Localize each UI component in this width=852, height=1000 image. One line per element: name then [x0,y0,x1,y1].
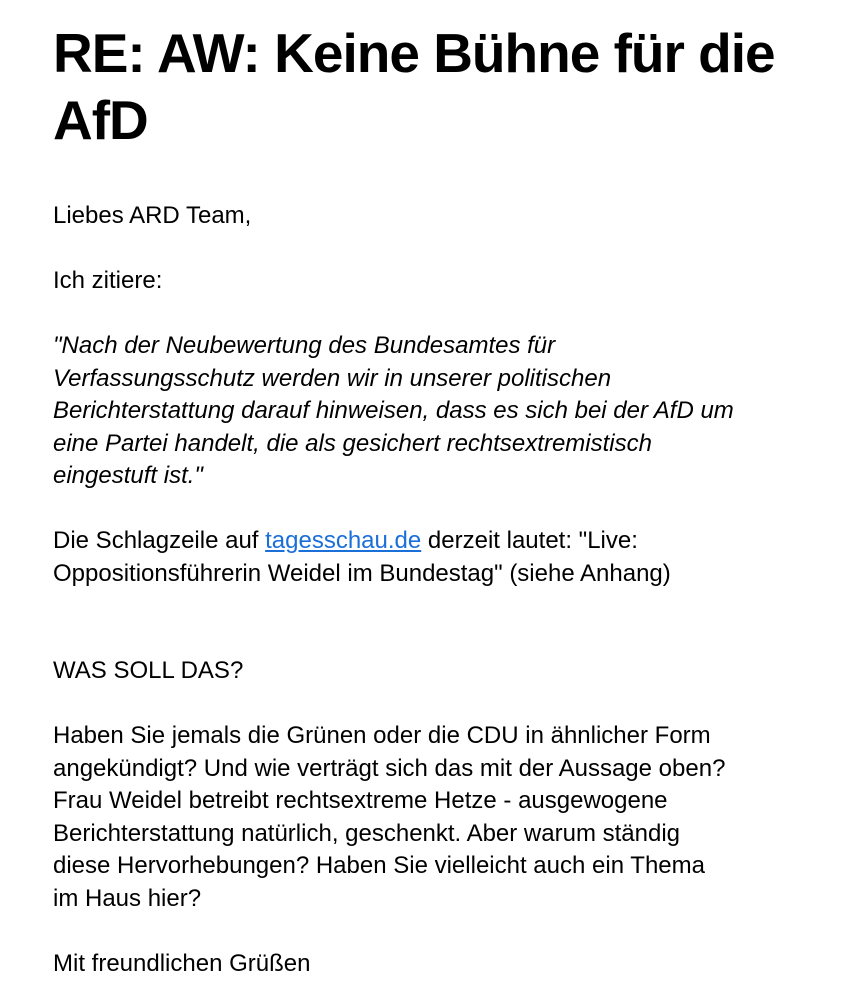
intro-text: Ich zitiere: [53,267,163,294]
body-line: im Haus hier? [53,884,202,912]
email-subject [53,20,833,154]
quote-line: eingestuft ist." [53,462,203,489]
body-line: Berichterstattung natürlich, geschenkt. Aber warum ständig [53,819,680,847]
body-line: angekündigt? Und wie verträgt sich das mit der Aussage oben? [53,754,726,782]
email-header [53,20,833,154]
headline-line-2: Oppositionsführerin Weidel im Bundestag" (siehe Anhang) [53,559,671,587]
body-line: diese Hervorhebungen? Haben Sie vielleicht auch ein Thema [53,852,705,879]
headline-line-1 [53,525,843,558]
headline-prefix: Die Schlagzeile auf [53,527,266,554]
exclamation-text: WAS SOLL DAS? [53,657,244,684]
email-body [53,200,843,980]
body-line: Frau Weidel betreibt rechtsextreme Hetze - ausgewogene [53,787,668,814]
quote-line: Berichterstattung darauf hinweisen, dass es sich bei der AfD um [53,397,734,424]
subject-line-2: AfD [53,89,148,151]
quote-line: eine Partei handelt, die als gesichert rechtsextremistisch [53,429,652,457]
subject-line-1: RE: AW: Keine Bühne für die [53,22,775,84]
closing-text: Mit freundlichen Grüßen [53,949,311,977]
greeting: Liebes ARD Team, [53,202,252,229]
headline-suffix: derzeit lautet: "Live: [421,527,638,554]
body-paragraph [53,720,843,915]
tagesschau-link[interactable]: tagesschau.de [265,527,422,554]
quote-line: Verfassungsschutz werden wir in unserer politischen [53,364,612,392]
quote-line: "Nach der Neubewertung des Bundesamtes für [53,332,556,359]
body-line: Haben Sie jemals die Grünen oder die CDU in ähnlicher Form [53,722,711,749]
quote-block [53,330,843,493]
